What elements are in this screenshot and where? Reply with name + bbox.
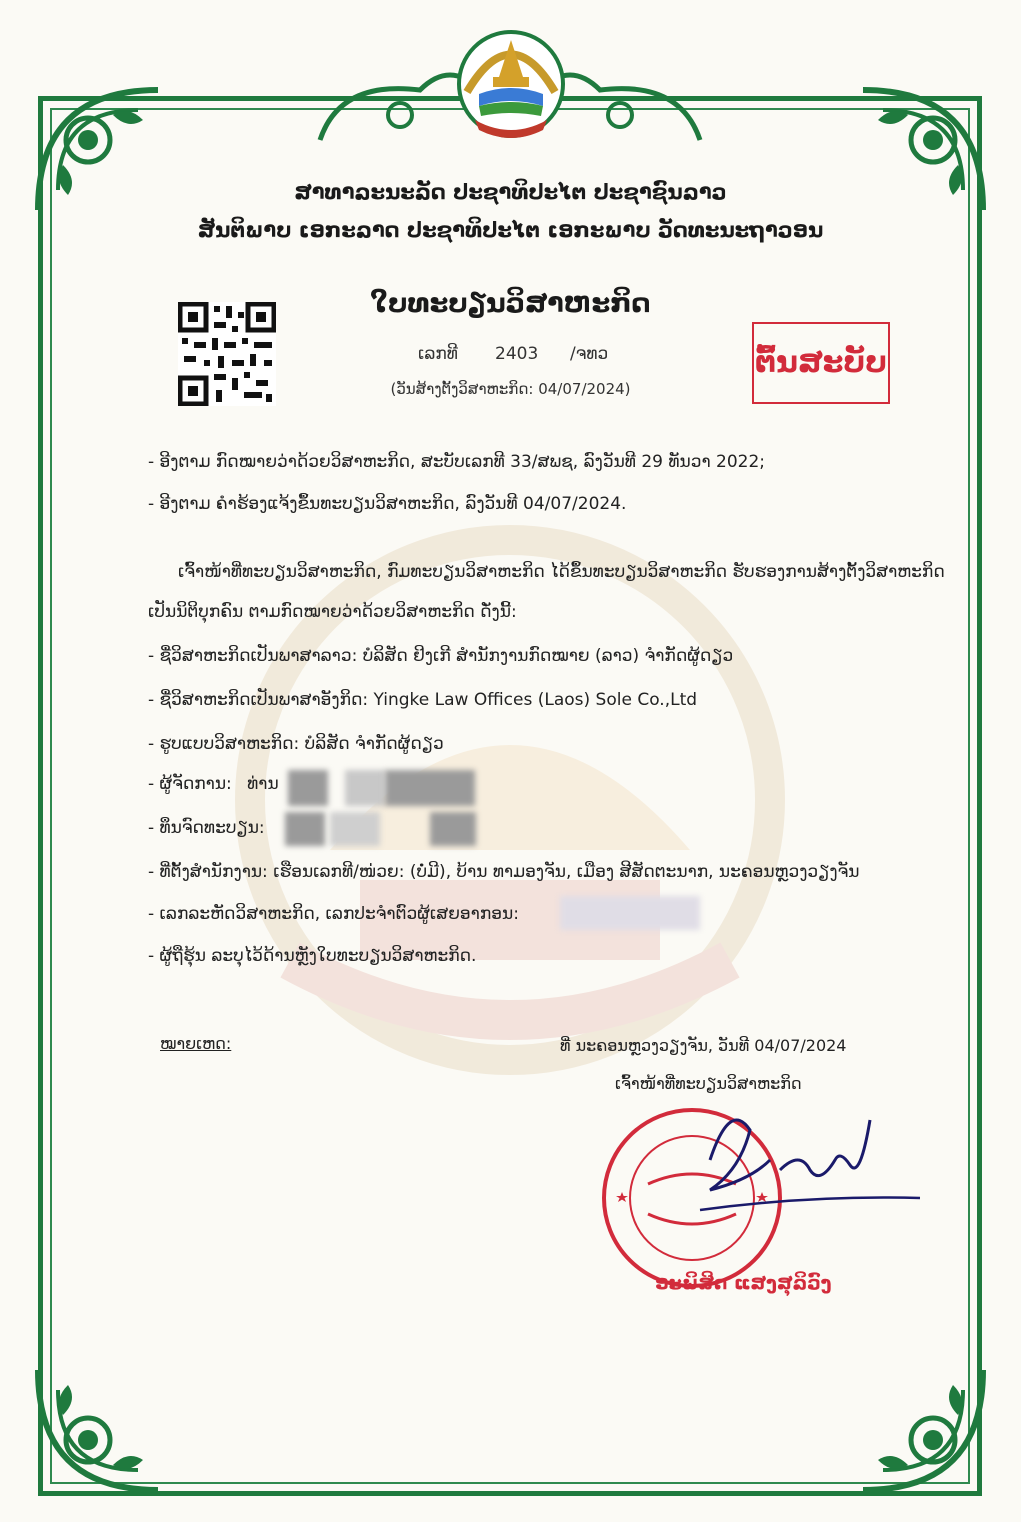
redacted-manager-name bbox=[345, 770, 385, 806]
shareholders-note: - ຜູ້ຖືຮຸ້ນ ລະບຸໄວ້ດ້ານຫຼັງໃບທະບຽນວິສາຫະກິດ. bbox=[148, 946, 477, 966]
corner-ornament-icon bbox=[18, 1360, 168, 1510]
manager-label-text: - ຜູ້ຈັດການ: bbox=[148, 774, 232, 794]
reference-law-line: - ອີງຕາມ ກົດໝາຍວ່າດ້ວຍວິສາຫະກິດ, ສະບັບເລກທີ 33/ສພຊ, ລົງວັນທີ 29 ທັນວາ 2022; bbox=[148, 452, 765, 472]
registration-number: 2403 bbox=[495, 344, 539, 364]
header-country-name: ສາທາລະນະລັດ ປະຊາທິປະໄຕ ປະຊາຊົນລາວ bbox=[294, 180, 727, 204]
redacted-manager-name bbox=[288, 770, 328, 806]
company-type: - ຮູບແບບວິສາຫະກິດ: ບໍລິສັດ ຈໍາກັດຜູ້ດຽວ bbox=[148, 734, 444, 754]
registration-number-label: ເລກທີ bbox=[418, 344, 458, 364]
redacted-manager-name bbox=[385, 770, 475, 806]
signer-name: ອະພິສິດ ແສງສຸລິວົງ bbox=[655, 1272, 832, 1294]
redacted-capital bbox=[285, 812, 325, 846]
company-name-english: - ຊື່ວິສາຫະກິດເປັນພາສາອັງກິດ: Yingke Law Offices (Laos) Sole Co.,Ltd bbox=[148, 690, 698, 710]
place-and-date: ທີ່ ນະຄອນຫຼວງວຽງຈັນ, ວັນທີ 04/07/2024 bbox=[560, 1036, 847, 1055]
reference-application-line: - ອີງຕາມ ຄຳຮ້ອງແຈ້ງຂຶ້ນທະບຽນວິສາຫະກິດ, ລົງວັນທີ 04/07/2024. bbox=[148, 494, 627, 514]
original-copy-stamp: ຕົ້ນສະບັບ bbox=[752, 322, 890, 404]
remark-label: ໝາຍເຫດ: bbox=[160, 1034, 232, 1053]
office-address: - ທີ່ຕັ້ງສຳນັກງານ: ເຮືອນເລກທີ/ໜ່ວຍ: (ບໍ່ມີ), ບ້ານ ທາມອງຈັນ, ເມືອງ ສີສັດຕະນາກ, ນະຄອນຫຼວງວຽງຈັນ bbox=[148, 862, 860, 882]
national-emblem-icon bbox=[455, 22, 567, 152]
tax-id-label: - ເລກລະຫັດວິສາຫະກິດ, ເລກປະຈຳຕົວຜູ້ເສຍອາກອນ: bbox=[148, 904, 519, 924]
registered-capital-label: - ທຶນຈົດທະບຽນ: bbox=[148, 818, 265, 838]
header-motto: ສັນຕິພາບ ເອກະລາດ ປະຊາທິປະໄຕ ເອກະພາບ ວັດທະນະຖາວອນ bbox=[197, 218, 824, 242]
corner-ornament-icon bbox=[853, 1360, 1003, 1510]
redacted-capital bbox=[430, 812, 476, 846]
manager-prefix: ທ່ານ bbox=[247, 774, 279, 794]
signature-icon bbox=[690, 1090, 930, 1220]
official-title: ເຈົ້າໜ້າທີ່ທະບຽນວິສາຫະກິດ bbox=[615, 1074, 802, 1093]
certificate-title: ໃບທະບຽນວິສາຫະກິດ bbox=[370, 288, 651, 319]
company-name-lao: - ຊື່ວິສາຫະກິດເປັນພາສາລາວ: ບໍລິສັດ ຢິງເກີ ສໍານັກງານກົດໝາຍ (ລາວ) ຈໍາກັດຜູ້ດຽວ bbox=[148, 646, 734, 666]
registration-number-code: /ຈທວ bbox=[570, 344, 609, 364]
founding-date-line: (ວັນສ້າງຕັ້ງວິສາຫະກິດ: 04/07/2024) bbox=[390, 380, 631, 398]
redacted-tax-id bbox=[560, 896, 700, 930]
manager-label bbox=[148, 774, 279, 794]
redacted-capital bbox=[330, 812, 380, 846]
intro-paragraph: ເຈົ້າໜ້າທີ່ທະບຽນວິສາຫະກິດ, ກົມທະບຽນວິສາຫະກິດ ໄດ້ຂຶ້ນທະບຽນວິສາຫະກິດ ຮັບຮອງການສ້າງຕັ້ງວິສາຫະກິດ ເປັນນິຕິບຸກຄົນ ຕາມກົດໝາຍວ່າດ້ວຍວິສາຫະກິດ ດັ່ງນີ້: bbox=[148, 562, 945, 622]
